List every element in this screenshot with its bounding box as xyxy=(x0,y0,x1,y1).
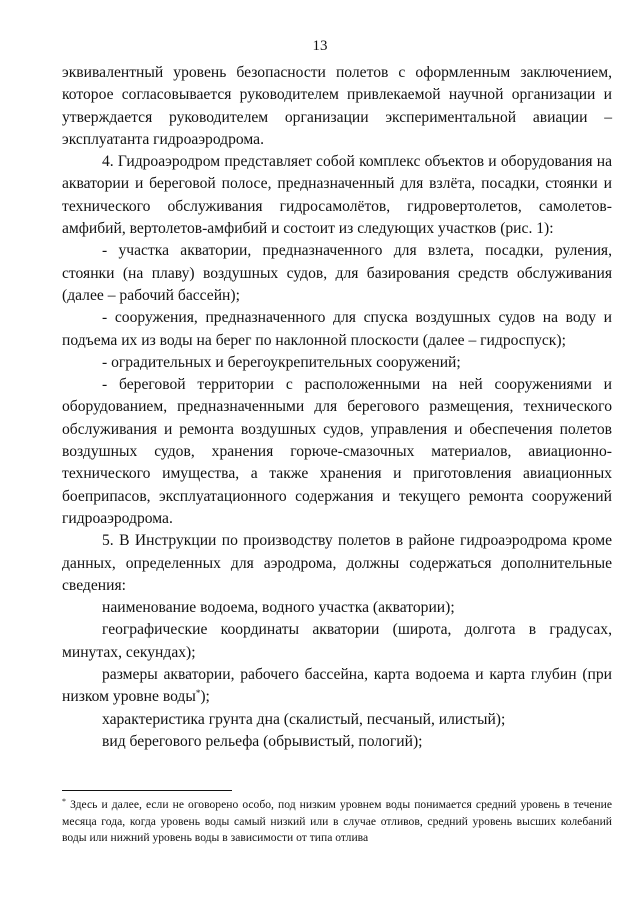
footnote-separator xyxy=(62,790,232,791)
paragraph-item-5: 5. В Инструкции по производству полетов в районе гидроаэродрома кроме данных, определенных для аэродрома, должны содержаться дополнительные сведения: xyxy=(62,532,612,594)
list-item-slipway: - сооружения, предназначенного для спуска воздушных судов на воду и подъема их из воды на берег по наклонной плоскости (далее – гидроспуск); xyxy=(62,309,612,349)
list-item-shore-territory: - береговой территории с расположенными на ней сооружениями и оборудованием, предназначенными для берегового размещения, технического обслуживания и ремонта воздушных судов, управления и обеспечения полетов воздушных судов, хранения горюче-смазочных материалов, авиационно-технического имущества, а также хранения и приготовления авиационных боеприпасов, эксплуатационного содержания и текущего ремонта сооружений гидроаэродрома. xyxy=(62,376,612,527)
list-item-bottom-soil: характеристика грунта дна (скалистый, песчаный, илистый); xyxy=(102,710,506,728)
dimensions-tail: ); xyxy=(200,688,210,706)
paragraph-continuation: эквивалентный уровень безопасности полетов с оформленным заключением, которое согласовывается руководителем привлекаемой научной организации и утверждается руководителем организации экспериментальной авиации – эксплуатанта гидроаэродрома. xyxy=(62,64,612,148)
dimensions-text: размеры акватории, рабочего бассейна, карта водоема и карта глубин (при низком уровне воды xyxy=(62,666,612,706)
document-body xyxy=(62,62,612,753)
list-item-protective-structures: - оградительных и берегоукрепительных сооружений; xyxy=(102,353,461,371)
list-item-shore-relief: вид берегового рельефа (обрывистый, пологий); xyxy=(102,732,423,750)
list-item-reservoir-name: наименование водоема, водного участка (акватории); xyxy=(102,599,455,617)
list-item-dimensions xyxy=(62,664,612,709)
list-item-water-area: - участка акватории, предназначенного для взлета, посадки, руления, стоянки (на плаву) воздушных судов, для базирования средств обслуживания (далее – рабочий бассейн); xyxy=(62,242,612,304)
list-item-coordinates: географические координаты акватории (широта, долгота в градусах, минутах, секундах); xyxy=(62,621,612,661)
footnote-mark: * xyxy=(62,797,66,806)
footnote xyxy=(62,797,612,847)
footnote-text: Здесь и далее, если не оговорено особо, под низким уровнем воды понимается средний уровень в течение месяца года, когда уровень воды самый низкий или в случае отливов, средний уровень высших колебаний воды или нижний уровень воды в зависимости от типа отлива xyxy=(62,798,612,844)
footnote-reference: * xyxy=(195,688,201,699)
paragraph-item-4: 4. Гидроаэродром представляет собой комплекс объектов и оборудования на акватории и береговой полосе, предназначенный для взлёта, посадки, стоянки и технического обслуживания гидросамолётов, гидровертолетов, самолетов-амфибий, вертолетов-амфибий и состоит из следующих участков (рис. 1): xyxy=(62,153,612,238)
page-number: 13 xyxy=(312,38,328,54)
